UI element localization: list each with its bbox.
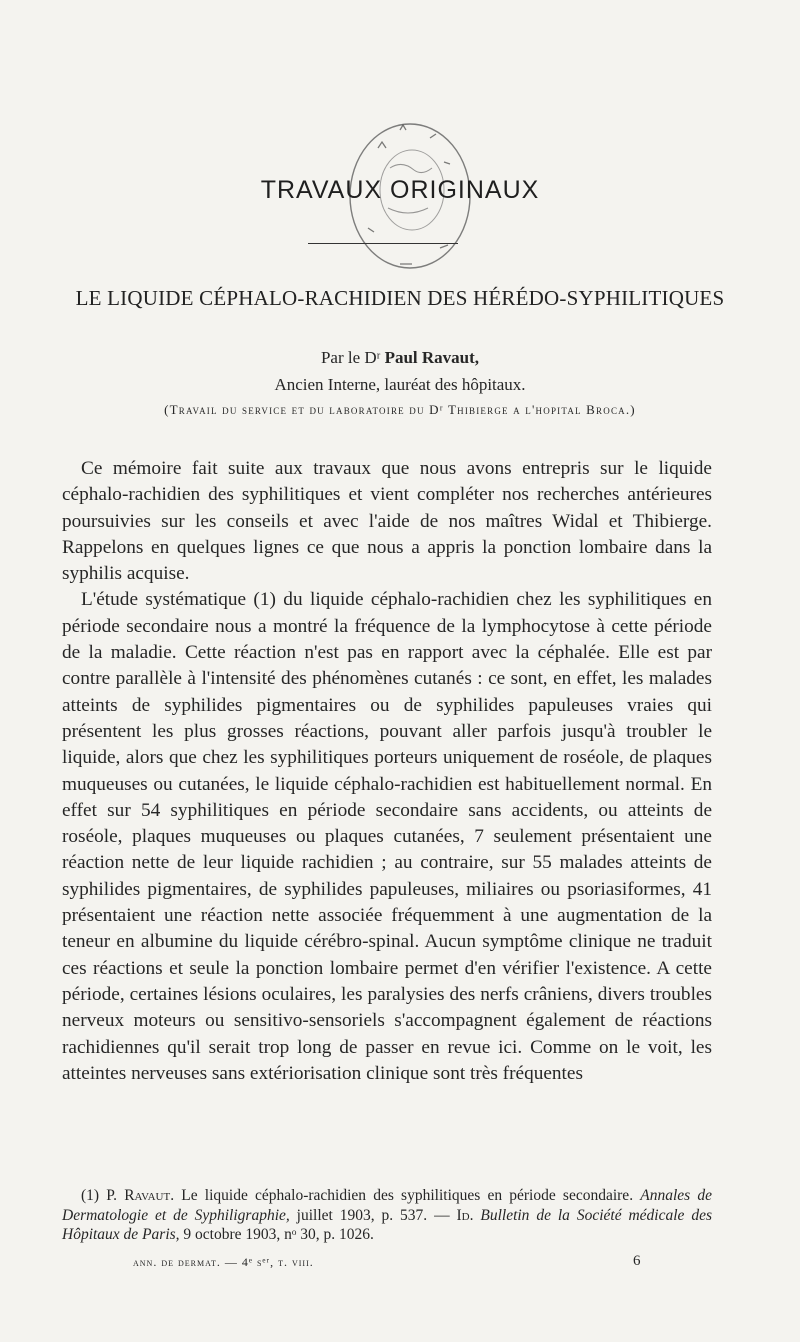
author-line <box>0 348 800 368</box>
footnote-journal: Bulletin de la Société médicale des Hôpitaux de Paris, <box>62 1206 712 1243</box>
author-name: Paul Ravaut, <box>384 348 480 367</box>
footnote-text: . <box>469 1206 481 1224</box>
footnote-lead: (1) P. <box>81 1187 125 1204</box>
footnote-journal: Annales de Dermatologie et de Syphiligraphie, <box>62 1187 712 1224</box>
footnote-text: 9 octobre 1903, nᵒ 30, p. 1026. <box>179 1226 374 1243</box>
laboratory-line: (Travail du service et du laboratoire du Dʳ Thibierge a l'hopital Broca.) <box>164 402 636 417</box>
article-title: LE LIQUIDE CÉPHALO-RACHIDIEN DES HÉRÉDO-SYPHILITIQUES <box>75 286 725 310</box>
author-prefix: Par le Dʳ <box>320 348 385 367</box>
journal-reference: ann. de dermat. — 4ᵉ sᵉʳ, t. viii. <box>133 1255 314 1269</box>
paragraph: L'étude systématique (1) du liquide céphalo-rachidien chez les syphilitiques en période secondaire nous a montré la fréquence de la lymphocytose à cette période de la maladie. Cette réaction n'est pas en rapport avec la céphalée. Elle est par contre parallèle à l'intensité des phénomènes cutanés : ce sont, en effet, les malades atteints de syphilides pigmentaires ou de syphilides papuleuses vraies qui présentent les plus grosses réactions, pouvant aller parfois jusqu'à troubler le liquide, alors que chez les syphilitiques porteurs uniquement de roséole, de plaques muqueuses ou cutanées, le liquide céphalo-rachidien est habituellement normal. En effet sur 54 syphilitiques en période secondaire sans accidents, ou atteints de roséole, plaques muqueuses ou plaques cutanées, 7 seulement présentaient une réaction nette de leur liquide rachidien ; au contraire, sur 55 malades atteints de syphilides pigmentaires, de syphilides papuleuses, miliaires ou psoriasiformes, 41 présentaient une réaction nette associée fréquemment à une augmentation de la teneur en albumine du liquide cérébro-spinal. Aucun symptôme clinique ne traduit ces réactions et seule la ponction lombaire permet d'en vérifier l'existence. A cette période, certaines lésions oculaires, les paralysies des nerfs crâniens, divers troubles nerveux moteurs ou sensitivo-sensoriels s'accompagnent également de réactions rachidiennes qu'il serait trop long de passer en revue ici. Comme on le voit, les atteintes nerveuses sans extériorisation clinique sont très fréquentes <box>62 589 712 1084</box>
article-body <box>62 456 712 1087</box>
page-number: 6 <box>633 1253 641 1269</box>
footnote-ibid: Id <box>456 1206 470 1224</box>
footnote-text: . Le liquide céphalo-rachidien des syphilitiques en période secondaire. <box>170 1187 641 1204</box>
section-heading: TRAVAUX ORIGINAUX <box>260 176 540 204</box>
author-role: Ancien Interne, lauréat des hôpitaux. <box>274 375 526 394</box>
footnote-text: juillet 1903, p. 537. — <box>289 1206 457 1224</box>
footnote <box>62 1186 712 1245</box>
heading-rule <box>308 243 458 244</box>
footnote-author: Ravaut <box>124 1187 171 1204</box>
paragraph: Ce mémoire fait suite aux travaux que nous avons entrepris sur le liquide céphalo-rachidien des syphilitiques et vient compléter nos recherches antérieures poursuivies sur les conseils et avec l'aide de nos maîtres Widal et Thibierge. Rappelons en quelques lignes ce que nous a appris la ponction lombaire dans la syphilis acquise. <box>62 458 712 585</box>
